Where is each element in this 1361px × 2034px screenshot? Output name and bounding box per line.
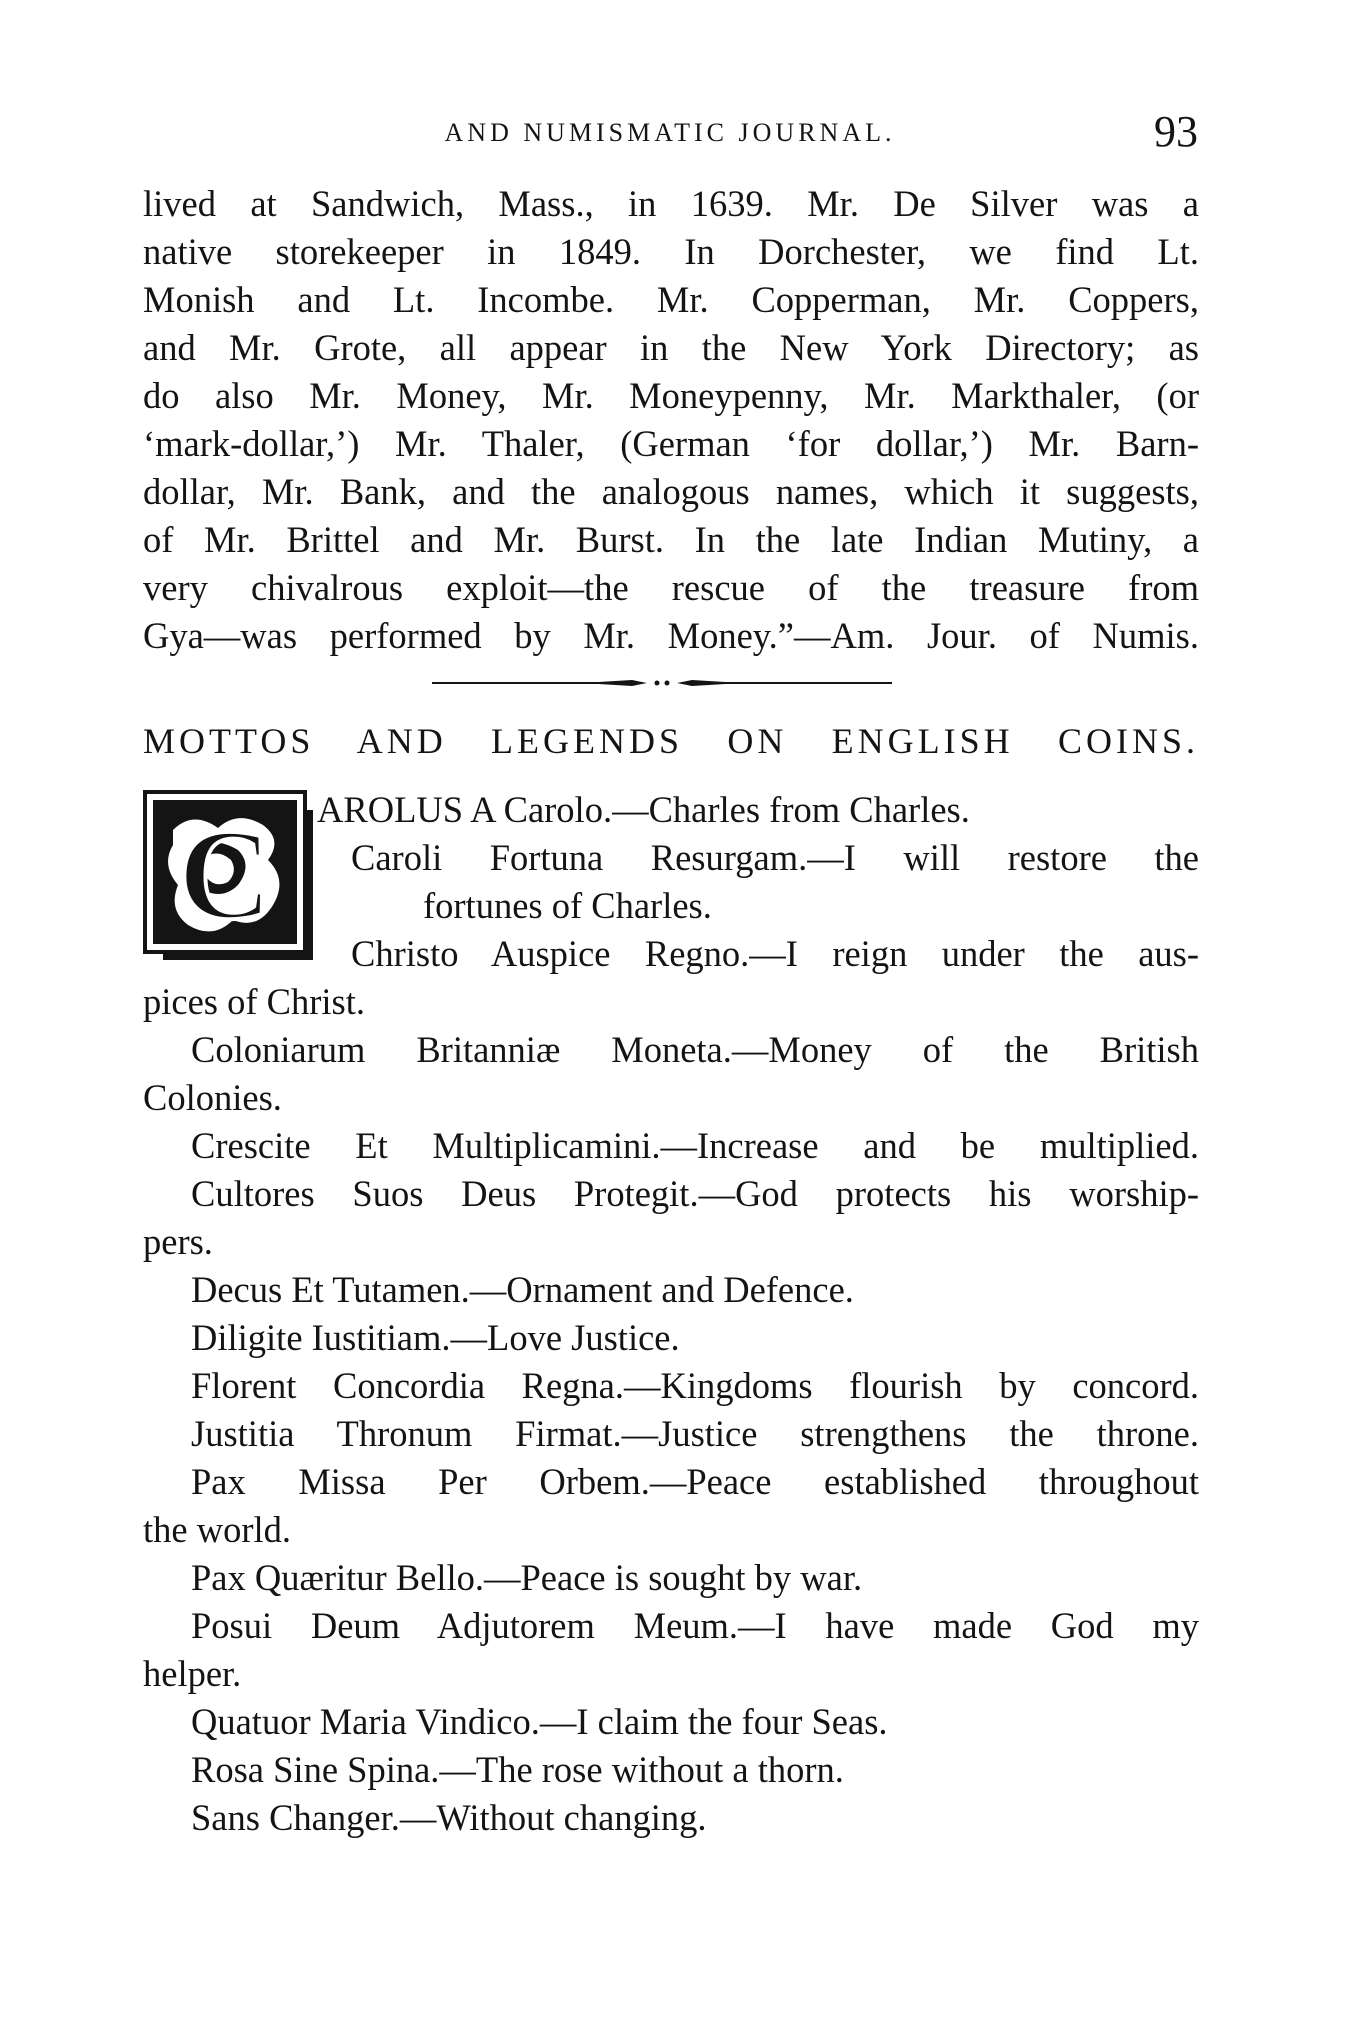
motto-line: AROLUS A Carolo.—Charles from Charles. (317, 789, 970, 830)
motto-line: Quatuor Maria Vindico.—I claim the four Seas. (191, 1701, 888, 1742)
motto-line: helper. (143, 1653, 242, 1694)
mottos-list (143, 786, 1199, 1842)
motto-line: pices of Christ. (143, 981, 366, 1022)
motto-line: Florent Concordia Regna.—Kingdoms flourish by concord. (191, 1365, 1199, 1406)
motto-line: Cultores Suos Deus Protegit.—God protects his worship- (191, 1173, 1199, 1214)
intro-line: and Mr. Grote, all appear in the New York Directory; as (143, 327, 1199, 368)
motto-line: Christo Auspice Regno.—I reign under the aus- (351, 933, 1199, 974)
motto-line: Caroli Fortuna Resurgam.—I will restore the (351, 837, 1199, 878)
intro-line: very chivalrous exploit—the rescue of the treasure from (143, 567, 1199, 608)
motto-line: Colonies. (143, 1077, 282, 1118)
running-head (140, 107, 1200, 162)
motto-line: pers. (143, 1221, 213, 1262)
intro-line: do also Mr. Money, Mr. Moneypenny, Mr. Markthaler, (or (143, 375, 1199, 416)
intro-line: native storekeeper in 1849. In Dorchester, we find Lt. (143, 231, 1199, 272)
motto-line: the world. (143, 1509, 291, 1550)
section-divider-ornament (432, 678, 892, 688)
motto-line: Coloniarum Britanniæ Moneta.—Money of the British (191, 1029, 1199, 1070)
intro-line: ‘mark-dollar,’) Mr. Thaler, (German ‘for dollar,’) Mr. Barn- (143, 423, 1199, 464)
motto-line: Crescite Et Multiplicamini.—Increase and be multiplied. (191, 1125, 1199, 1166)
motto-line: Justitia Thronum Firmat.—Justice strengthens the throne. (191, 1413, 1199, 1454)
motto-line: Sans Changer.—Without changing. (191, 1797, 707, 1838)
section-title: MOTTOS AND LEGENDS ON ENGLISH COINS. (143, 721, 1199, 761)
motto-line: fortunes of Charles. (423, 885, 712, 926)
motto-line: Pax Quæritur Bello.—Peace is sought by war. (191, 1557, 863, 1598)
drop-cap-letter: C (178, 803, 272, 947)
intro-paragraph (143, 180, 1199, 660)
intro-line: of Mr. Brittel and Mr. Burst. In the late Indian Mutiny, a (143, 519, 1199, 560)
motto-line: Decus Et Tutamen.—Ornament and Defence. (191, 1269, 854, 1310)
motto-line: Pax Missa Per Orbem.—Peace established throughout (191, 1461, 1199, 1502)
page-number: 93 (1154, 107, 1198, 156)
intro-line: lived at Sandwich, Mass., in 1639. Mr. De Silver was a (143, 183, 1199, 224)
intro-line: dollar, Mr. Bank, and the analogous names, which it suggests, (143, 471, 1199, 512)
motto-line: Posui Deum Adjutorem Meum.—I have made God my (191, 1605, 1199, 1646)
running-title: AND NUMISMATIC JOURNAL. (444, 118, 896, 147)
intro-line: Gya—was performed by Mr. Money.”—Am. Jour. of Numis. (143, 615, 1199, 656)
motto-line: Diligite Iustitiam.—Love Justice. (191, 1317, 680, 1358)
motto-line: Rosa Sine Spina.—The rose without a thorn. (191, 1749, 844, 1790)
intro-line: Monish and Lt. Incombe. Mr. Copperman, Mr. Coppers, (143, 279, 1199, 320)
